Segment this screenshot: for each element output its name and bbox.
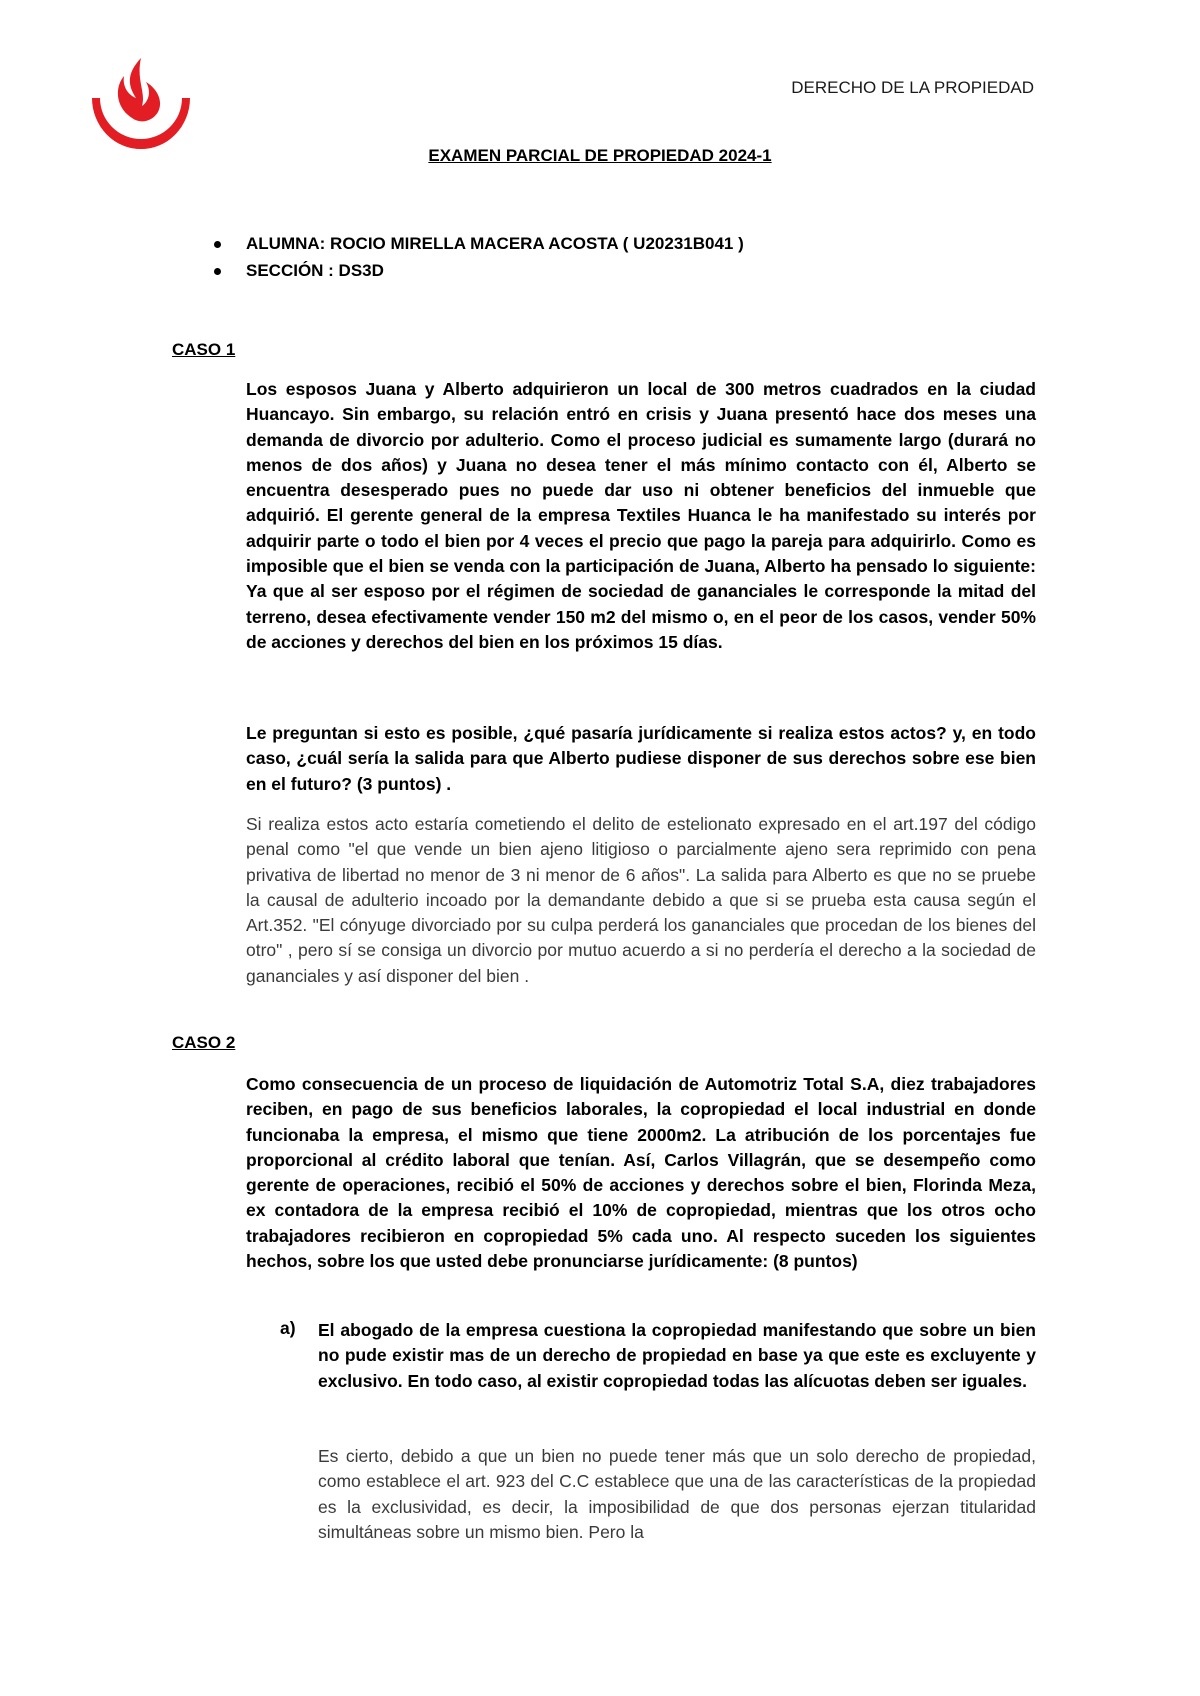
course-header: DERECHO DE LA PROPIEDAD [791, 78, 1034, 97]
case2-item-a-text: El abogado de la empresa cuestiona la copropiedad manifestando que sobre un bien no pude existir mas de un derecho de propiedad en base ya que este es excluyente y exclusivo. En todo caso, al existir copropiedad todas las alícuotas deben ser iguales. [318, 1320, 1036, 1391]
student-name: ALUMNA: ROCIO MIRELLA MACERA ACOSTA ( U20231B041 ) [206, 230, 744, 257]
student-info-list [206, 230, 744, 284]
case1-heading: CASO 1 [172, 340, 236, 359]
case1-statement: Los esposos Juana y Alberto adquirieron un local de 300 metros cuadrados en la ciudad Huancayo. Sin embargo, su relación entró en crisis y Juana presentó hace dos meses una demanda de divorcio por adulterio. Como el proceso judicial es sumamente largo (durará no menos de dos años) y Juana no desea tener el más mínimo contacto con él, Alberto se encuentra desesperado pues no puede dar uso ni obtener beneficios del inmueble que adquirió. El gerente general de la empresa Textiles Huanca le ha manifestado su interés por adquirir parte o todo el bien por 4 veces el precio que pago la pareja para adquirirlo. Como es imposible que el bien se venda con la participación de Juana, Alberto ha pensado lo siguiente: Ya que al ser esposo por el régimen de sociedad de gananciales le corresponde la mitad del terreno, desea efectivamente vender 150 m2 del mismo o, en el peor de los casos, vender 50% de acciones y derechos del bien en los próximos 15 días. [246, 379, 1036, 652]
case2-statement: Como consecuencia de un proceso de liquidación de Automotriz Total S.A, diez trabajadores reciben, en pago de sus beneficios laborales, la copropiedad el local industrial en donde funcionaba la empresa, el mismo que tiene 2000m2. La atribución de los porcentajes fue proporcional al crédito laboral que tenían. Así, Carlos Villagrán, que se desempeño como gerente de operaciones, recibió el 50% de acciones y derechos sobre el bien, Florinda Meza, ex contadora de la empresa recibió el 10% de copropiedad, mientras que los otros ocho trabajadores recibieron en copropiedad 5% cada uno. Al respecto suceden los siguientes hechos, sobre los que usted debe pronunciarse jurídicamente: (8 puntos) [246, 1074, 1036, 1272]
case2-item-a-answer: Es cierto, debido a que un bien no puede tener más que un solo derecho de propiedad, como establece el art. 923 del C.C establece que una de las características de la propiedad es la exclusividad, es decir, la imposibilidad de que dos personas ejerzan titularidad simultáneas sobre un mismo bien. Pero la [318, 1446, 1036, 1542]
case2-item-a-letter: a) [280, 1318, 296, 1338]
exam-title: EXAMEN PARCIAL DE PROPIEDAD 2024-1 [428, 146, 772, 165]
case1-answer: Si realiza estos acto estaría cometiendo el delito de estelionato expresado en el art.197 del código penal como "el que vende un bien ajeno litigioso o parcialmente ajeno sera reprimido con pena privativa de libertad no menor de 3 ni menor de 6 años". La salida para Alberto es que no se pruebe la causal de adulterio incoado por la demandante debido a que si se prueba esta causa según el Art.352. "El cónyuge divorciado por su culpa perderá los gananciales que procedan de los bienes del otro" , pero sí se consiga un divorcio por mutuo acuerdo a si no perdería el derecho a la sociedad de gananciales y así disponer del bien . [246, 814, 1036, 986]
student-section: SECCIÓN : DS3D [206, 257, 744, 284]
case2-heading: CASO 2 [172, 1033, 236, 1052]
case1-question: Le preguntan si esto es posible, ¿qué pasaría jurídicamente si realiza estos actos? y, en todo caso, ¿cuál sería la salida para que Alberto pudiese disponer de sus derechos sobre ese bien en el futuro? (3 puntos) . [246, 723, 1036, 794]
